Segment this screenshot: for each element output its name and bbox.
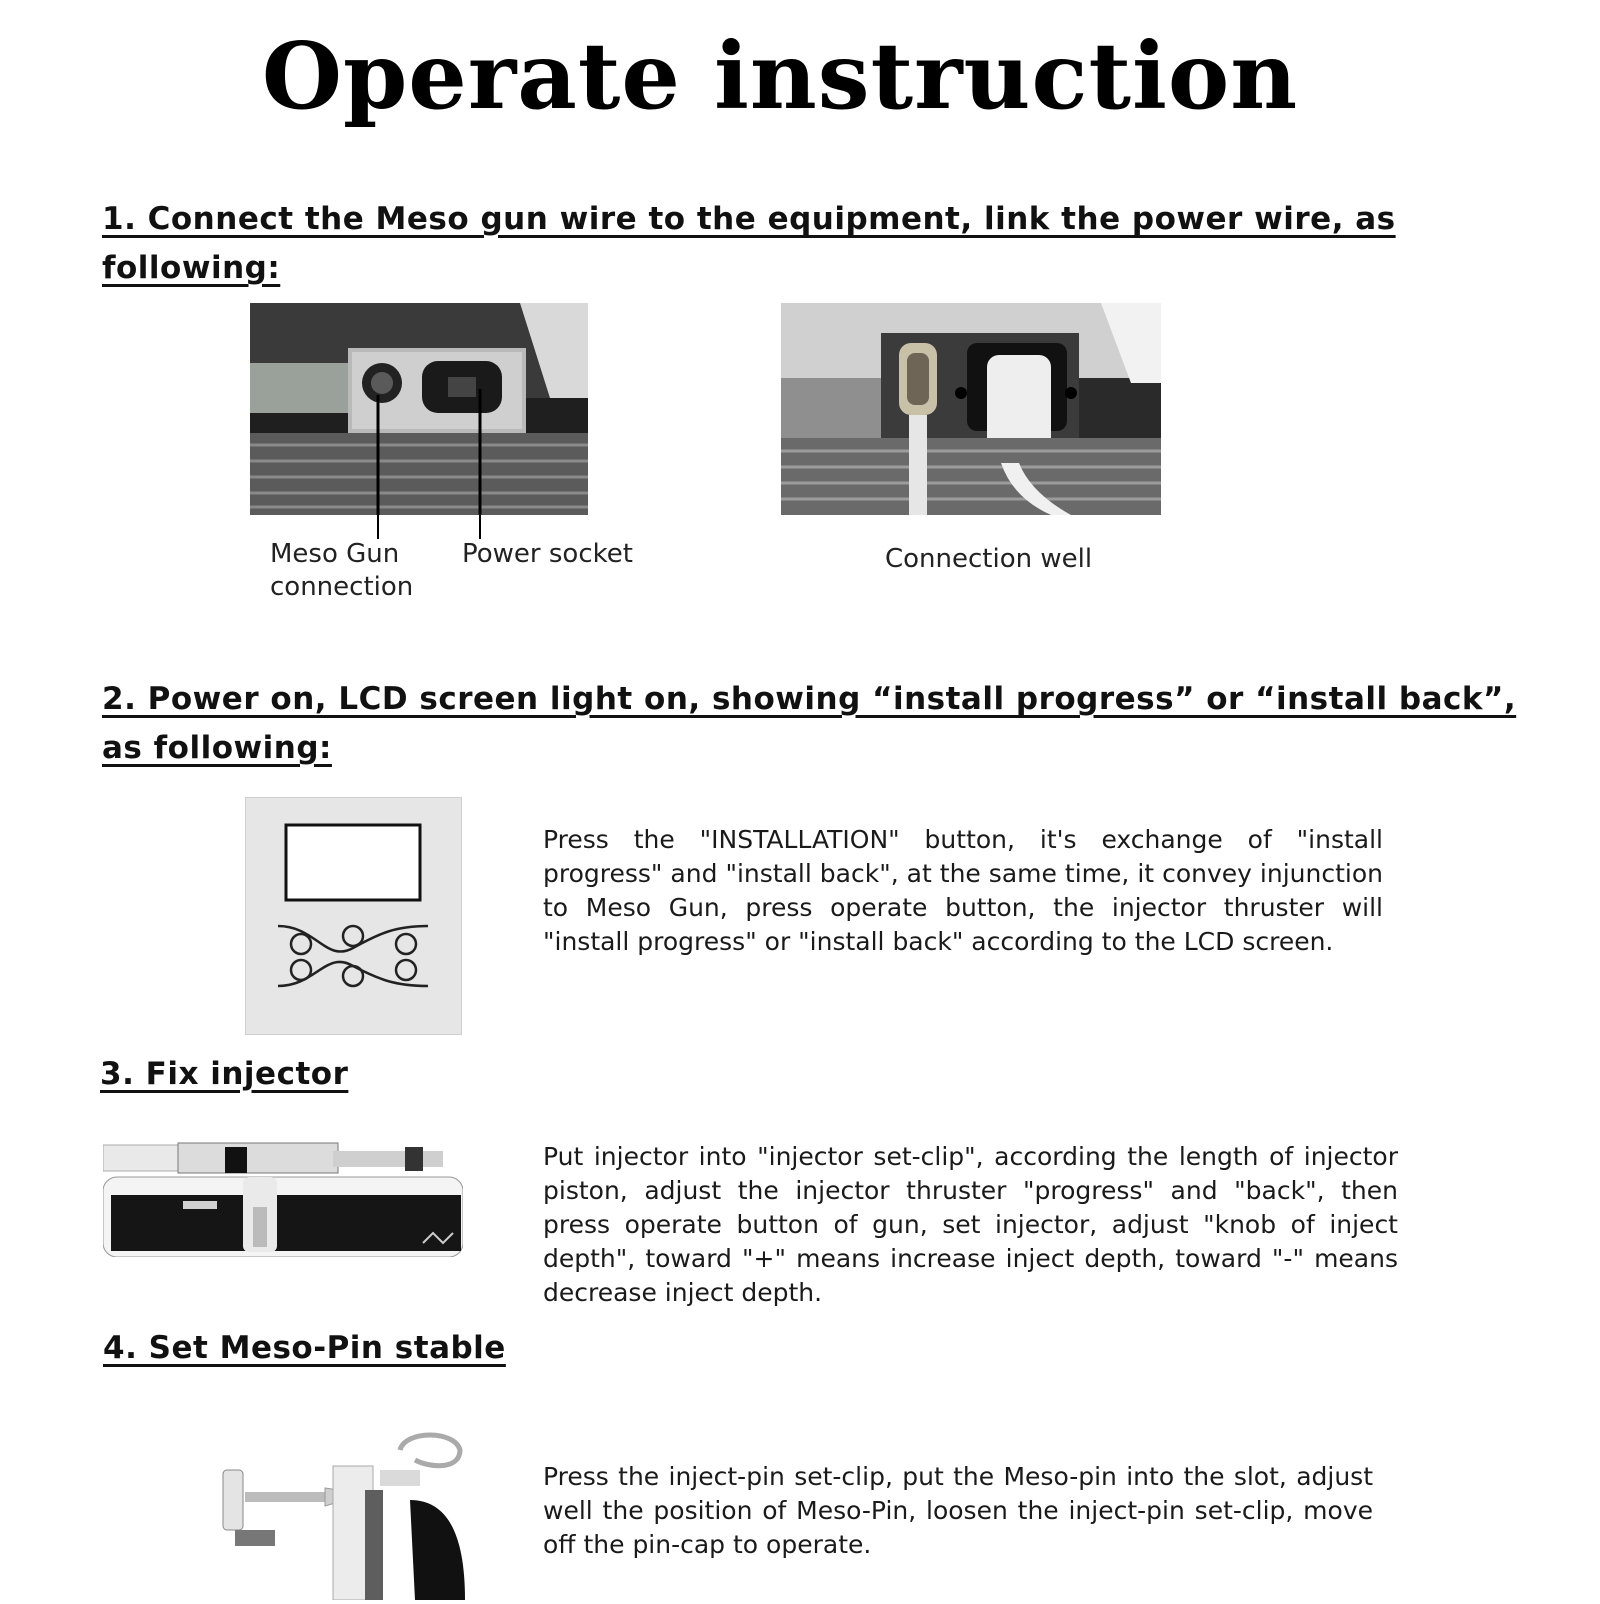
step-4-description: Press the inject-pin set-clip, put the Meso-pin into the slot, adjust well the position of Meso-Pin, loosen the inject-pin set-clip, move off the pin-cap to operate. <box>543 1462 1373 1559</box>
injector-clip-image <box>103 1137 463 1257</box>
step-4-heading: 4. Set Meso-Pin stable <box>103 1330 506 1366</box>
page-title: Operate instruction <box>261 22 1299 130</box>
meso-pin-clip-photo <box>215 1430 465 1600</box>
power-socket-pointer-line <box>479 515 481 539</box>
step-1-heading: 1. Connect the Meso gun wire to the equipment, link the power wire, as following: <box>102 201 1396 286</box>
connection-well-caption: Connection well <box>885 544 1093 574</box>
lcd-panel-image <box>246 798 461 1034</box>
connected-device-photo <box>781 303 1161 515</box>
control-buttons-icon <box>278 926 428 986</box>
meso-pin-clip-image <box>215 1430 465 1600</box>
meso-gun-connection-caption: Meso Gun connection <box>270 539 414 602</box>
step-2-description: Press the "INSTALLATION" button, it's exchange of "install progress" and "install back", at the same time, it convey injunction to Meso Gun, press operate button, the injector thruster will "install progress" or "install back" according to the LCD screen. <box>543 825 1383 956</box>
injector-clip-photo <box>103 1137 463 1257</box>
step-3-description: Put injector into "injector set-clip", according the length of injector piston, adjust the injector thruster "progress" and "back", then press operate button of gun, set injector, adjust "knob of inject depth", toward "+" means increase inject depth, toward "-" means decrease inject depth. <box>543 1142 1398 1307</box>
device-back-panel-photo <box>250 303 588 515</box>
device-back-panel-image <box>250 303 588 515</box>
lcd-screen-icon <box>286 825 420 900</box>
meso-gun-pointer-line <box>377 515 379 539</box>
connected-device-image <box>781 303 1161 515</box>
lcd-control-panel-illustration <box>245 797 462 1035</box>
step-2-heading: 2. Power on, LCD screen light on, showing “install progress” or “install back”, as following: <box>102 681 1517 766</box>
power-socket-caption: Power socket <box>462 539 633 569</box>
step-3-heading: 3. Fix injector <box>100 1056 349 1092</box>
